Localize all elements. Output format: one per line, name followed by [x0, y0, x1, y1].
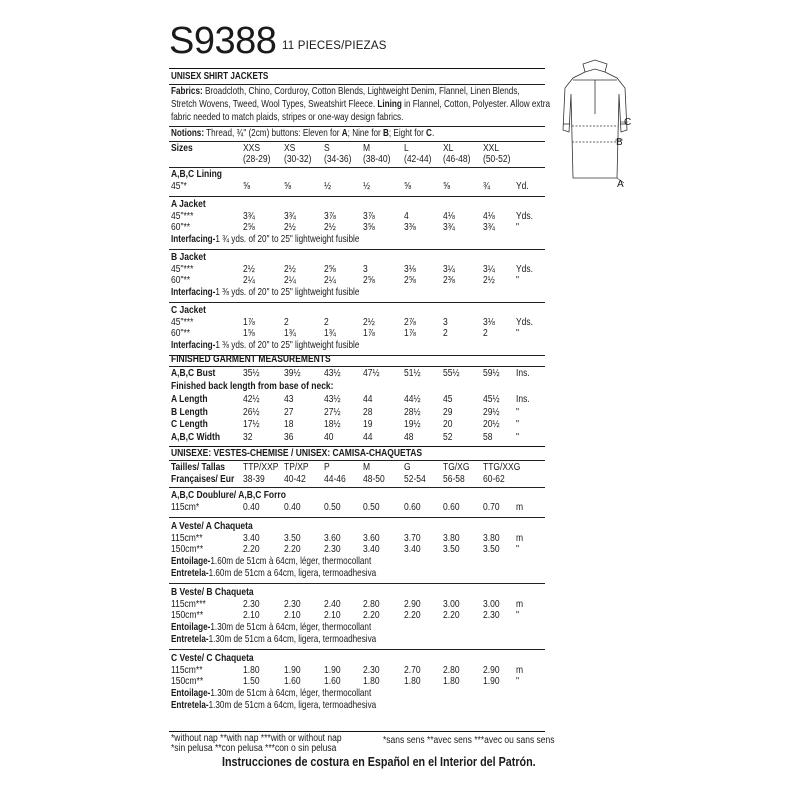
size-range: (50-52)	[483, 154, 511, 165]
metric-row-label: 150cm**	[171, 676, 204, 687]
yardage-row-value: ⅝	[404, 181, 412, 192]
divider	[169, 167, 545, 168]
bust-value: 43½	[324, 368, 341, 379]
measure-value: 18½	[324, 419, 341, 430]
metric-row-value: 0.50	[324, 502, 341, 513]
measure-value: 29	[443, 406, 453, 418]
metric-row-value: 3.50	[284, 532, 301, 544]
sizes-label: Sizes	[171, 143, 193, 154]
size-header: S	[324, 143, 330, 154]
yardage-row-value: 3	[443, 316, 448, 328]
section-heading: FINISHED GARMENT MEASUREMENTS	[171, 354, 331, 365]
section-heading: A Veste/ A Chaqueta	[171, 520, 253, 532]
yardage-row-value: 2	[324, 316, 329, 328]
yardage-row-value: 1⅝	[243, 328, 255, 339]
metric-row-value: 2.20	[404, 610, 421, 621]
section-heading: B Veste/ B Chaqueta	[171, 586, 254, 598]
measure-value: 28	[363, 406, 373, 418]
measure-label: C Length	[171, 419, 208, 430]
yardage-row-value: 4⅛	[483, 210, 495, 222]
yardage-row-value: 4⅛	[443, 210, 455, 222]
measure-value: 19	[363, 419, 373, 430]
metric-row-value: 2.90	[404, 598, 421, 610]
yardage-row-value: 2⅜	[443, 275, 455, 286]
divider	[169, 517, 545, 518]
bust-value: 35½	[243, 368, 260, 379]
yardage-row-label: 45"*	[171, 181, 187, 192]
piece-count: 11 PIECES/PIEZAS	[282, 40, 387, 52]
bust-unit: Ins.	[516, 368, 530, 379]
measure-value: 43½	[324, 394, 341, 405]
metric-row-value: 0.50	[363, 502, 380, 513]
measure-value: 42½	[243, 394, 260, 405]
entretela-note: Entretela-1.60m de 51cm a 64cm, ligera, termoadhesiva	[171, 567, 377, 579]
metric-row-value: 3.00	[483, 598, 500, 610]
metric-row-value: 1.60	[284, 676, 301, 687]
measure-value: 44	[363, 394, 373, 405]
fabrics-line-3: fabric needed to match plaids, stripes or one-way design fabrics.	[171, 112, 404, 123]
yardage-row-value: 1⅞	[243, 316, 255, 328]
measure-value: 45	[443, 394, 453, 405]
metric-row-value: 2.30	[324, 544, 341, 555]
yardage-row-value: 2½	[483, 275, 495, 286]
divider	[169, 68, 545, 69]
yardage-row-value: ½	[363, 181, 371, 192]
bust-label: A,B,C Bust	[171, 368, 216, 379]
size-range: 60-62	[483, 474, 505, 485]
metric-row-value: 2.10	[243, 610, 260, 621]
interfacing-note: Interfacing-1 ⅜ yds. of 20" to 25" lightweight fusible	[171, 286, 360, 298]
metric-row-value: 3.80	[443, 532, 460, 544]
yardage-row-value: 2	[483, 328, 488, 339]
metric-row-value: 2.70	[404, 664, 421, 676]
garment-back-diagram	[555, 58, 635, 193]
notions-line: Notions: Thread, ¾" (2cm) buttons: Eleven for A; Nine for B; Eight for C.	[171, 128, 435, 139]
metric-row-label: 115cm**	[171, 664, 203, 676]
divider	[169, 583, 545, 584]
yardage-row-value: 1¾	[284, 328, 296, 339]
yardage-row-value: 2⅝	[324, 263, 336, 275]
yardage-row-value: 3⅜	[404, 222, 416, 233]
section-heading: C Jacket	[171, 304, 206, 316]
measure-value: 48	[404, 431, 414, 443]
yardage-row-label: 45"***	[171, 210, 194, 222]
metric-row-value: 3.50	[483, 544, 500, 555]
fabrics-line-2: Stretch Wovens, Tweed, Wool Types, Sweatshirt Fleece. Lining in Flannel, Cotton, Polyester. Allow extra	[171, 99, 550, 110]
yardage-row-value: ⅝	[243, 181, 251, 192]
nap-note-french: *sans sens **avec sens ***avec ou sans sens	[383, 735, 555, 746]
yardage-row-value: 2½	[284, 222, 296, 233]
measure-value: 20	[443, 419, 453, 430]
view-b-label: B	[616, 137, 623, 148]
section-heading: B Jacket	[171, 251, 206, 263]
measure-value: 20½	[483, 419, 500, 430]
measure-value: 17½	[243, 419, 260, 430]
yardage-row-value: ¾	[483, 181, 491, 192]
fabrics-line-1: Fabrics: Broadcloth, Chino, Corduroy, Cotton Blends, Lightweight Denim, Flannel, Linen Blends,	[171, 86, 520, 97]
size-header: XS	[284, 143, 296, 154]
size-range: 40-42	[284, 474, 306, 485]
size-header: TTP/XXP	[243, 462, 279, 473]
metric-row-value: 3.00	[443, 598, 460, 610]
metric-row-value: 3.70	[404, 532, 421, 544]
entretela-note: Entretela-1.30m de 51cm a 64cm, ligera, termoadhesiva	[171, 633, 377, 645]
metric-row-value: 1.80	[363, 676, 380, 687]
view-a-label: A	[617, 179, 624, 190]
measure-label: A Length	[171, 394, 208, 405]
metric-row-value: 1.60	[324, 676, 341, 687]
measure-value: 52	[443, 431, 453, 443]
size-range: (46-48)	[443, 154, 471, 165]
interfacing-note: Interfacing-1 ¾ yds. of 20" to 25" lightweight fusible	[171, 233, 360, 245]
yardage-row-label: 45"***	[171, 263, 194, 275]
metric-row-label: 150cm**	[171, 610, 204, 621]
yardage-row-unit: Yds.	[516, 263, 534, 275]
metric-row-label: 115cm***	[171, 598, 206, 610]
divider	[169, 141, 545, 142]
divider	[169, 731, 545, 732]
metric-row-value: 0.40	[284, 502, 301, 513]
bust-value: 59½	[483, 368, 500, 379]
measure-value: 19½	[404, 419, 421, 430]
size-range: 38-39	[243, 474, 265, 485]
divider	[169, 487, 545, 488]
metric-row-value: 3.60	[324, 532, 341, 544]
spanish-instructions-note: Instrucciones de costura en Español en el Interior del Patrón.	[222, 755, 536, 769]
metric-row-unit: "	[516, 610, 520, 621]
metric-row-unit: m	[516, 502, 524, 513]
metric-row-value: 2.20	[363, 610, 380, 621]
yardage-row-value: 3⅞	[363, 210, 375, 222]
bust-value: 51½	[404, 368, 421, 379]
yardage-row-value: ½	[324, 181, 332, 192]
measure-value: 26½	[243, 406, 260, 418]
measure-value: 29½	[483, 406, 500, 418]
size-range: 56-58	[443, 474, 465, 485]
yardage-row-value: 2½	[324, 222, 336, 233]
section-heading: A,B,C Doublure/ A,B,C Forro	[171, 490, 286, 501]
entoilage-note: Entoilage-1.30m de 51cm à 64cm, léger, thermocollant	[171, 687, 372, 699]
divider	[169, 196, 545, 197]
size-label: Françaises/ Eur	[171, 474, 235, 485]
yardage-row-value: 3¾	[243, 210, 255, 222]
size-header: XXL	[483, 143, 500, 154]
yardage-row-value: 1¾	[324, 328, 336, 339]
back-length-note: Finished back length from base of neck:	[171, 381, 334, 392]
measure-label: A,B,C Width	[171, 431, 221, 443]
yardage-row-value: 2⅞	[404, 316, 416, 328]
measure-value: 27	[284, 406, 294, 418]
yardage-row-value: 1⅞	[363, 328, 375, 339]
metric-row-value: 0.60	[404, 502, 421, 513]
size-range: (42-44)	[404, 154, 432, 165]
metric-row-label: 115cm**	[171, 532, 203, 544]
size-range: (34-36)	[324, 154, 352, 165]
metric-row-value: 1.80	[443, 676, 460, 687]
metric-row-value: 3.40	[404, 544, 421, 555]
yardage-row-value: 2¼	[324, 275, 336, 286]
yardage-row-value: 3	[363, 263, 368, 275]
metric-row-value: 2.20	[443, 610, 460, 621]
yardage-row-value: ⅝	[443, 181, 451, 192]
metric-row-value: 2.90	[483, 664, 500, 676]
yardage-row-value: 3⅛	[483, 316, 495, 328]
section-heading: A,B,C Lining	[171, 169, 222, 180]
measure-value: 32	[243, 431, 253, 443]
size-header: TP/XP	[284, 462, 309, 473]
measure-label: B Length	[171, 406, 208, 418]
collar-outline	[583, 60, 607, 72]
size-header: L	[404, 143, 409, 154]
metric-row-unit: m	[516, 664, 524, 676]
metric-row-value: 2.10	[284, 610, 301, 621]
size-range: 48-50	[363, 474, 385, 485]
measure-value: 18	[284, 419, 294, 430]
divider	[169, 302, 545, 303]
divider	[169, 249, 545, 250]
metric-row-value: 0.60	[443, 502, 460, 513]
size-header: XL	[443, 143, 454, 154]
bust-value: 47½	[363, 368, 380, 379]
entoilage-note: Entoilage-1.30m de 51cm à 64cm, léger, thermocollant	[171, 621, 372, 633]
yardage-row-value: 3⅞	[324, 210, 336, 222]
yardage-row-value: 3⅝	[363, 222, 375, 233]
yardage-row-value: 3¼	[443, 263, 455, 275]
size-header: TG/XG	[443, 462, 470, 473]
size-header: M	[363, 143, 371, 154]
metric-row-value: 3.60	[363, 532, 380, 544]
measure-value: 44½	[404, 394, 421, 405]
yardage-row-value: 2⅝	[243, 222, 255, 233]
yardage-row-value: 3¾	[443, 222, 455, 233]
size-header: G	[404, 462, 411, 473]
metric-row-value: 2.40	[324, 598, 341, 610]
divider	[169, 446, 545, 447]
yardage-row-label: 60"**	[171, 275, 191, 286]
yardage-row-value: 3¾	[284, 210, 296, 222]
metric-row-value: 1.80	[243, 664, 260, 676]
metric-row-label: 150cm**	[171, 544, 204, 555]
metric-row-unit: m	[516, 532, 524, 544]
yardage-row-value: 2½	[363, 316, 375, 328]
metric-row-value: 1.90	[284, 664, 301, 676]
size-range: 44-46	[324, 474, 346, 485]
metric-row-value: 2.20	[243, 544, 260, 555]
metric-row-value: 3.40	[243, 532, 260, 544]
metric-row-value: 1.90	[324, 664, 341, 676]
nap-note-spanish: *sin pelusa **con pelusa ***con o sin pelusa	[171, 743, 337, 754]
yardage-row-unit: Yds.	[516, 210, 534, 222]
size-header: M	[363, 462, 371, 473]
size-range: 52-54	[404, 474, 426, 485]
yardage-row-value: 4	[404, 210, 409, 222]
pattern-number: S9388	[169, 20, 277, 62]
divider	[169, 366, 545, 367]
view-c-label: C	[624, 117, 632, 128]
yardage-row-unit: "	[516, 222, 520, 233]
measure-unit: "	[516, 406, 520, 418]
metric-row-value: 2.30	[483, 610, 500, 621]
interfacing-note: Interfacing-1 ⅜ yds. of 20" to 25" lightweight fusible	[171, 339, 360, 351]
metric-row-value: 3.80	[483, 532, 500, 544]
metric-row-label: 115cm*	[171, 502, 200, 513]
yardage-row-value: 2	[443, 328, 448, 339]
measure-value: 28½	[404, 406, 421, 418]
measure-value: 58	[483, 431, 493, 443]
measure-unit: "	[516, 431, 520, 443]
metric-row-unit: "	[516, 544, 520, 555]
yardage-row-value: ⅝	[284, 181, 292, 192]
yardage-row-value: 2¼	[243, 275, 255, 286]
yardage-row-value: 1⅞	[404, 328, 416, 339]
measure-value: 36	[284, 431, 294, 443]
yardage-row-value: 2⅝	[404, 275, 416, 286]
size-header: P	[324, 462, 330, 473]
yardage-row-value: 3¾	[483, 222, 495, 233]
measure-value: 45½	[483, 394, 500, 405]
yardage-row-value: 2½	[243, 263, 255, 275]
yardage-row-value: 3¼	[483, 263, 495, 275]
yardage-row-value: 2	[284, 316, 289, 328]
yardage-row-value: 2½	[284, 263, 296, 275]
metric-row-unit: m	[516, 598, 524, 610]
size-range: (30-32)	[284, 154, 312, 165]
measure-value: 43	[284, 394, 294, 405]
metric-row-value: 2.30	[363, 664, 380, 676]
metric-row-value: 0.70	[483, 502, 500, 513]
metric-row-value: 2.30	[284, 598, 301, 610]
metric-row-value: 3.50	[443, 544, 460, 555]
yardage-row-unit: Yds.	[516, 316, 534, 328]
divider	[169, 460, 545, 461]
metric-row-value: 1.80	[404, 676, 421, 687]
yardage-row-label: 60"**	[171, 222, 191, 233]
nap-note-english: *without nap **with nap ***with or without nap	[171, 733, 342, 744]
metric-row-value: 2.80	[443, 664, 460, 676]
metric-row-value: 2.30	[243, 598, 260, 610]
yardage-row-unit: Yd.	[516, 181, 529, 192]
size-label: Tailles/ Tallas	[171, 462, 226, 473]
entretela-note: Entretela-1.30m de 51cm a 64cm, ligera, termoadhesiva	[171, 699, 377, 711]
yardage-row-value: 2¼	[284, 275, 296, 286]
yardage-row-value: 3⅛	[404, 263, 416, 275]
yardage-row-value: 2⅝	[363, 275, 375, 286]
measure-unit: "	[516, 419, 520, 430]
metric-row-value: 2.20	[284, 544, 301, 555]
metric-row-value: 1.90	[483, 676, 500, 687]
size-header: XXS	[243, 143, 261, 154]
size-range: (28-29)	[243, 154, 271, 165]
bust-value: 55½	[443, 368, 460, 379]
measure-unit: Ins.	[516, 394, 530, 405]
metric-row-unit: "	[516, 676, 520, 687]
section-heading: A Jacket	[171, 198, 206, 210]
size-range: (38-40)	[363, 154, 391, 165]
metric-row-value: 2.10	[324, 610, 341, 621]
yardage-row-label: 45"***	[171, 316, 194, 328]
bust-value: 39½	[284, 368, 301, 379]
section-heading: C Veste/ C Chaqueta	[171, 652, 254, 664]
section-title: UNISEX SHIRT JACKETS	[171, 71, 269, 82]
divider	[169, 649, 545, 650]
yardage-row-unit: "	[516, 275, 520, 286]
metric-row-value: 1.50	[243, 676, 260, 687]
entoilage-note: Entoilage-1.60m de 51cm à 64cm, léger, thermocollant	[171, 555, 372, 567]
measure-value: 40	[324, 431, 334, 443]
yardage-row-label: 60"**	[171, 328, 191, 339]
measure-value: 44	[363, 431, 373, 443]
size-header: TTG/XXG	[483, 462, 521, 473]
metric-row-value: 2.80	[363, 598, 380, 610]
section-heading: UNISEXE: VESTES-CHEMISE / UNISEX: CAMISA-CHAQUETAS	[171, 448, 423, 459]
metric-row-value: 0.40	[243, 502, 260, 513]
metric-row-value: 3.40	[363, 544, 380, 555]
measure-value: 27½	[324, 406, 341, 418]
yardage-row-unit: "	[516, 328, 520, 339]
